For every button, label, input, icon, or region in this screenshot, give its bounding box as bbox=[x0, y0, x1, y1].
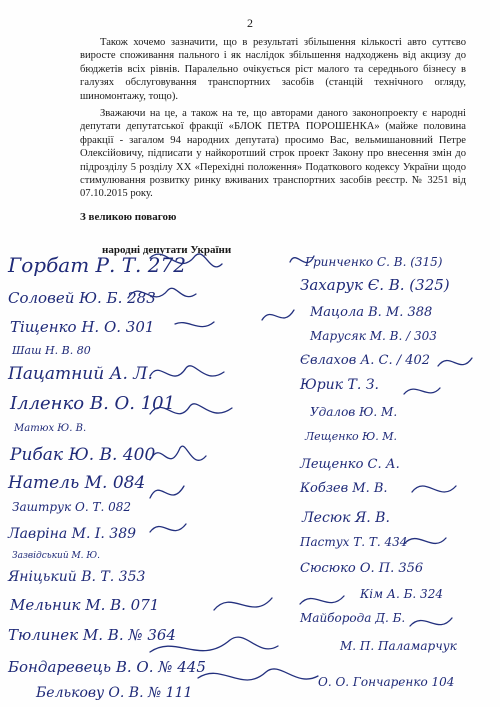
signature-scribble bbox=[150, 524, 186, 532]
signature-left: Горбат Р. Т. 272 bbox=[8, 253, 186, 277]
signature-scribble bbox=[412, 486, 456, 492]
signature-left: Яніцький В. Т. 353 bbox=[8, 569, 146, 585]
signature-right: Марусяк М. В. / 303 bbox=[310, 329, 437, 343]
signature-right: Сюсюко О. П. 356 bbox=[300, 561, 424, 576]
signature-left: Пацатний А. Л. bbox=[8, 364, 153, 384]
signature-scribble bbox=[410, 618, 452, 626]
signature-right: Кобзев М. В. bbox=[300, 481, 388, 496]
signature-scribble bbox=[404, 538, 446, 544]
signature-left: Шаш Н. В. 80 bbox=[12, 344, 91, 357]
signature-scribble bbox=[438, 358, 472, 366]
signatures-block bbox=[0, 248, 500, 707]
paragraph-request: Зважаючи на це, а також на те, що авторами даного законопроекту є народні депутати депутатської фракції «БЛОК ПЕТРА ПОРОШЕНКА» (майже половина фракції - загалом 94 народних депутата) просимо Вас, вельмишановний Петре Олексійовичу, підписати у найкоротший строк проект Закону про внесення змін до підрозділу 5 розділу XX «Перехідні положення» Податкового кодексу України щодо стимулювання розвитку ринку вживаних транспортних засобів реєстр. № 3251 від 07.10.2015 року. bbox=[80, 108, 466, 200]
signature-left: Матюх Ю. В. bbox=[14, 423, 87, 434]
signatures-left-column bbox=[7, 253, 206, 701]
page-number: 2 bbox=[247, 16, 253, 30]
signature-scribble bbox=[300, 596, 344, 604]
signature-right: Удалов Ю. М. bbox=[310, 405, 398, 419]
signature-right: Захарук Є. В. (325) bbox=[300, 276, 450, 294]
signatory-line: народні депутати України bbox=[102, 244, 232, 256]
signature-left: Натель М. 084 bbox=[8, 473, 146, 493]
signature-left: Лавріна М. І. 389 bbox=[8, 526, 137, 542]
signature-scribble bbox=[262, 310, 294, 320]
signature-right: Лещенко Ю. М. bbox=[305, 430, 398, 443]
signature-left: Тіщенко Н. О. 301 bbox=[10, 318, 155, 336]
signature-left: Рибак Ю. В. 400 bbox=[10, 445, 156, 465]
signature-right: Гринченко С. В. (315) bbox=[305, 255, 443, 269]
letter-body bbox=[80, 36, 466, 205]
signature-right: Юрик Т. З. bbox=[300, 377, 379, 393]
signature-left: Зазвідський М. Ю. bbox=[12, 551, 101, 561]
signature-scribble bbox=[150, 446, 206, 460]
signature-right: Мацола В. М. 388 bbox=[310, 305, 433, 320]
signature-left: Бондаревець В. О. № 445 bbox=[8, 658, 206, 676]
signature-scribble bbox=[404, 388, 440, 394]
signature-left: Бельковy О. В. № 111 bbox=[36, 685, 193, 701]
signature-left: Тюлинек М. В. № 364 bbox=[8, 626, 176, 644]
closing-phrase: З великою повагою bbox=[80, 211, 177, 223]
paragraph-economic-effect: Також хочемо зазначити, що в результаті збільшення кількості авто суттєво виросте споживання пального і як наслідок збільшення надходжень від акцизу до бюджетів всіх рівнів. Паралельно очікується ріст малого та середнього бізнесу в галузях обслуговування транспортних засобів (станцій технічного огляду, шиномонтажу, тощо). bbox=[80, 37, 466, 102]
signature-right: О. О. Гончаренко 104 bbox=[318, 675, 455, 689]
signature-left: Мельник М. В. 071 bbox=[10, 596, 160, 614]
signature-right: Пастух Т. Т. 434 bbox=[300, 535, 408, 549]
signature-right: М. П. Паламарчук bbox=[340, 639, 457, 653]
handwritten-signatures bbox=[0, 248, 500, 707]
signature-right: Лещенко С. А. bbox=[300, 457, 400, 472]
signature-right: Євлахов А. С. / 402 bbox=[300, 353, 431, 368]
signature-right: Лесюк Я. В. bbox=[302, 510, 390, 526]
signature-scribble bbox=[198, 669, 318, 680]
signature-right: Кім А. Б. 324 bbox=[360, 587, 443, 601]
signature-right: Майборода Д. Б. bbox=[300, 611, 406, 625]
signature-left: Ілленко В. О. 101 bbox=[10, 393, 176, 414]
signature-left: Соловей Ю. Б. 283 bbox=[8, 289, 156, 307]
signature-scribble bbox=[214, 598, 272, 610]
signature-scribble bbox=[150, 486, 184, 498]
signature-scribble bbox=[175, 322, 214, 327]
signature-left: Заштрук О. Т. 082 bbox=[12, 500, 132, 514]
signature-scribble bbox=[150, 366, 224, 376]
